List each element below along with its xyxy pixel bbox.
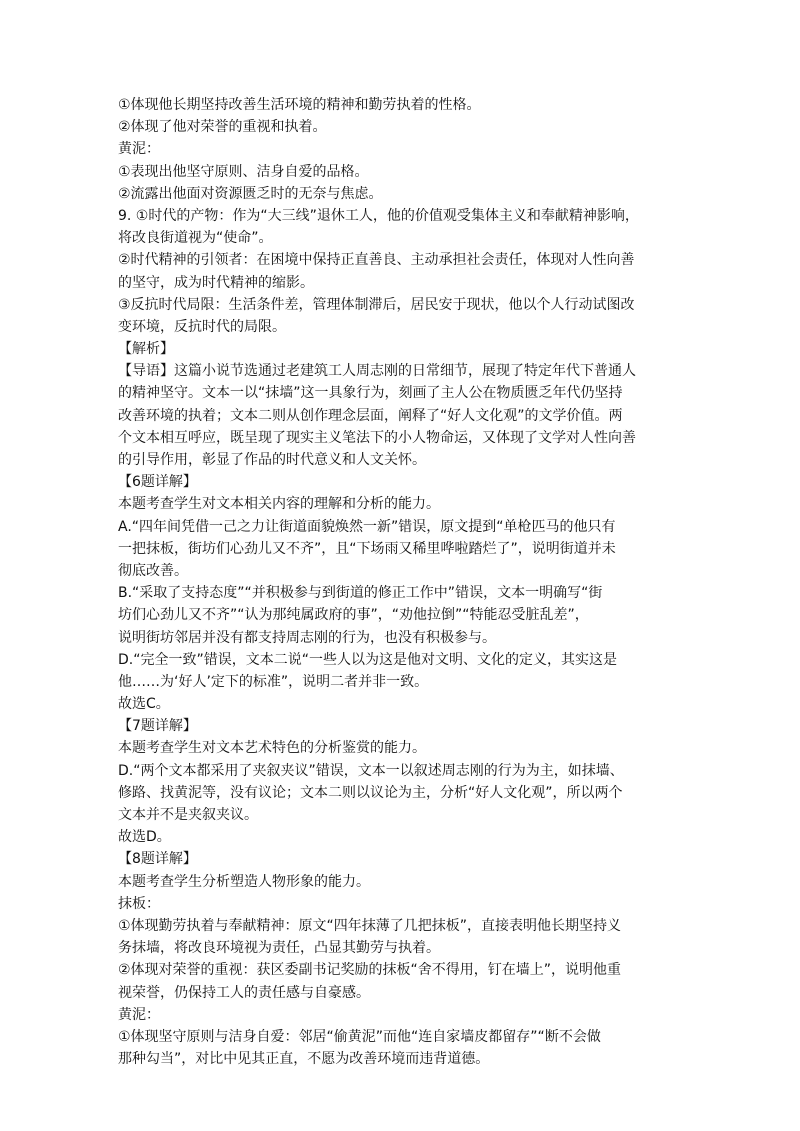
section-heading: 【7题详解】 [118, 718, 197, 735]
text-line: 个文本相互呼应，既呈现了现实主义笔法下的小人物命运，又体现了文学对人性向善 [118, 429, 636, 446]
text-line: 变环境，反抗时代的局限。 [118, 318, 286, 335]
text-line: 务抹墙，将改良环境视为责任，凸显其勤劳与执着。 [118, 940, 440, 957]
text-line: ①体现坚守原则与洁身自爱：邻居“偷黄泥”而他“连自家墙皮都留存”“断不会做 [118, 1028, 601, 1045]
section-heading: 【8题详解】 [118, 851, 197, 868]
section-heading: 【6题详解】 [118, 474, 197, 491]
text-line: ①体现勤劳执着与奉献精神：原文“四年抹薄了几把抹板”，直接表明他长期坚持义 [118, 917, 622, 934]
text-line: ①体现他长期坚持改善生活环境的精神和勤劳执着的性格。 [118, 97, 481, 113]
text-line: 文本并不是夹叙夹议。 [118, 807, 258, 823]
text-line: D.“完全一致”错误，文本二说“一些人以为这是他对文明、文化的定义，其实这是 [118, 651, 617, 668]
text-line: 本题考查学生对文本艺术特色的分析鉴赏的能力。 [118, 740, 426, 757]
text-line: B.“采取了支持态度”“并积极参与到街道的修正工作中”错误，文本一明确写“街 [118, 585, 603, 602]
text-line: 9. ①时代的产物：作为“大三线”退休工人，他的价值观受集体主义和奉献精神影响， [118, 207, 639, 224]
text-line: 改善环境的执着；文本二则从创作理念层面，阐释了“好人文化观”的文学价值。两 [118, 407, 623, 424]
text-line: 本题考查学生分析塑造人物形象的能力。 [118, 873, 370, 890]
section-heading: 【解析】 [118, 341, 174, 358]
text-line: 坊们心劲儿又不齐”“认为那纯属政府的事”，“劝他拉倒”“特能忍受脏乱差”， [118, 607, 589, 624]
text-line: 他……为‘好人’定下的标准”，说明二者并非一致。 [118, 673, 429, 690]
text-line: 修路、找黄泥等，没有议论；文本二则以议论为主，分析“好人文化观”，所以两个 [118, 784, 623, 801]
text-line: 一把抹板，街坊们心劲儿又不齐”，且“下场雨又稀里哗啦踏烂了”，说明街道并未 [118, 540, 616, 557]
text-line: ②时代精神的引领者：在困境中保持正直善良、主动承担社会责任，体现对人性向善 [118, 252, 635, 269]
text-line: ②体现对荣誉的重视：获区委副书记奖励的抹板“舍不得用，钉在墙上”，说明他重 [118, 962, 622, 979]
text-line: ②体现了他对荣誉的重视和执着。 [118, 119, 327, 136]
text-line: ②流露出他面对资源匮乏时的无奈与焦虑。 [118, 185, 383, 202]
text-line: 的引导作用，彰显了作品的时代意义和人文关怀。 [118, 452, 426, 468]
text-line: 黄泥： [118, 141, 160, 158]
text-line: 说明街坊邻居并没有都支持周志刚的行为，也没有积极参与。 [118, 629, 496, 646]
text-line: 的精神坚守。文本一以“抹墙”这一具象行为，刻画了主人公在物质匮乏年代仍坚持 [118, 385, 623, 402]
text-line: ①表现出他坚守原则、洁身自爱的品格。 [118, 163, 369, 180]
text-line: 黄泥： [118, 1006, 160, 1023]
text-line: ③反抗时代局限：生活条件差，管理体制滞后，居民安于现状，他以个人行动试图改 [118, 296, 635, 313]
text-line: 故选C。 [118, 696, 170, 713]
text-line: 【导语】这篇小说节选通过老建筑工人周志刚的日常细节，展现了特定年代下普通人 [118, 363, 636, 380]
text-line: 本题考查学生对文本相关内容的理解和分析的能力。 [118, 496, 440, 513]
text-line: A.“四年间凭借一己之力让街道面貌焕然一新”错误，原文提到“单枪匹马的他只有 [118, 518, 616, 535]
text-line: D.“两个文本都采用了夹叙夹议”错误，文本一以叙述周志刚的行为为主，如抹墙、 [118, 762, 624, 779]
document-page [118, 94, 682, 1070]
text-line: 彻底改善。 [118, 562, 188, 579]
text-line: 视荣誉，仍保持工人的责任感与自豪感。 [118, 984, 370, 1001]
text-line: 那种勾当”，对比中见其正直，不愿为改善环境而违背道德。 [118, 1051, 490, 1068]
text-line: 故选D。 [118, 829, 171, 846]
text-line: 的坚守，成为时代精神的缩影。 [118, 274, 314, 291]
text-line: 将改良街道视为“使命”。 [118, 230, 273, 247]
text-line: 抹板： [118, 895, 160, 912]
